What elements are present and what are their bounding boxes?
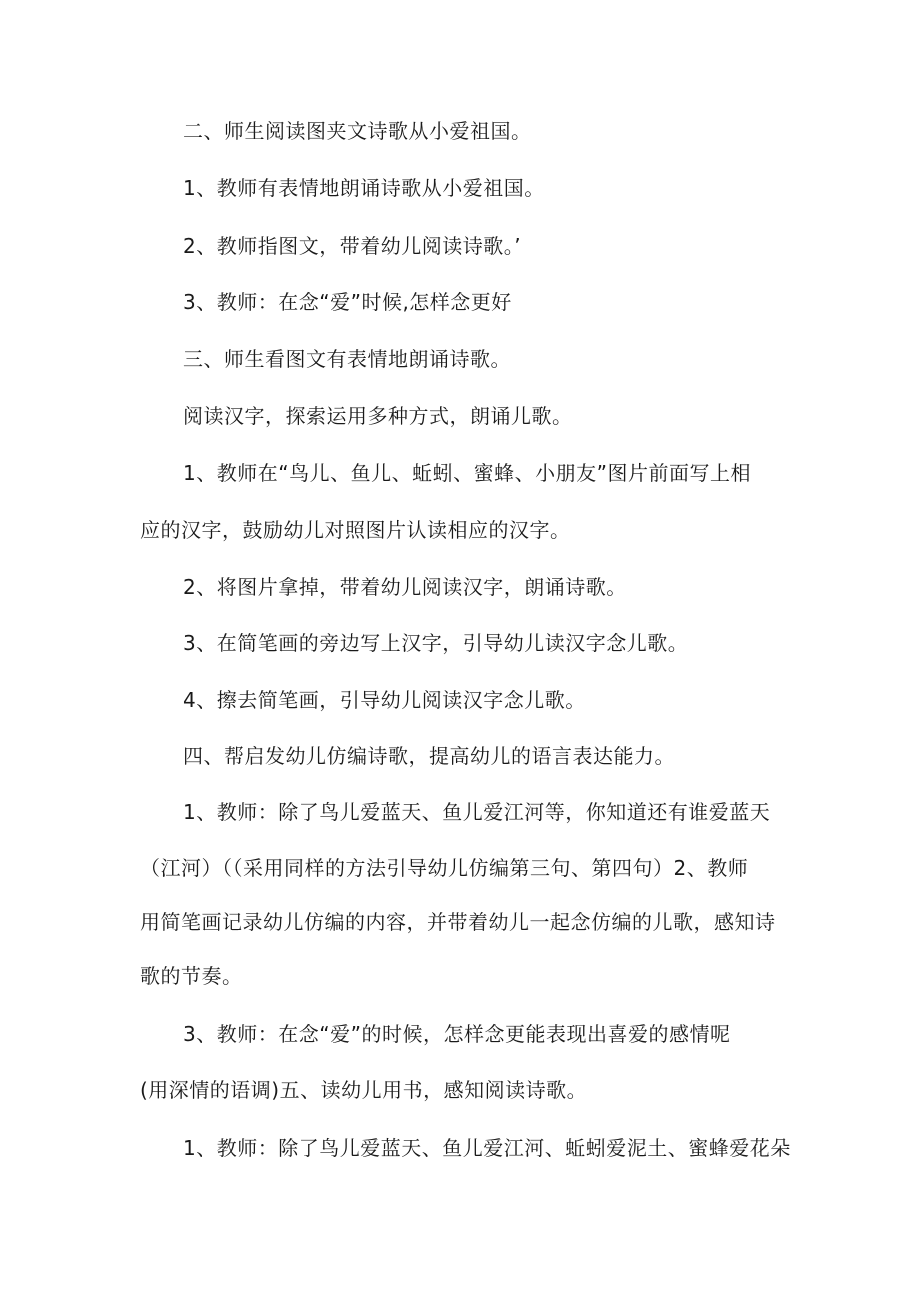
paragraph-line: 歌的节奏。 bbox=[140, 964, 243, 988]
section-heading-4: 四、帮启发幼儿仿编诗歌，提高幼儿的语言表达能力。 bbox=[183, 744, 675, 768]
paragraph-line: 应的汉字，鼓励幼儿对照图片认读相应的汉字。 bbox=[140, 518, 571, 542]
paragraph-line: 2、教师指图文，带着幼儿阅读诗歌。’ bbox=[183, 234, 522, 258]
paragraph-line: 阅读汉字，探索运用多种方式，朗诵儿歌。 bbox=[183, 404, 573, 428]
paragraph-line: 3、教师：在念“爱”时候,怎样念更好 bbox=[183, 290, 512, 314]
paragraph-line: 1、教师在“鸟儿、鱼儿、蚯蚓、蜜蜂、小朋友”图片前面写上相 bbox=[183, 461, 751, 485]
paragraph-line: 3、教师：在念“爱”的时候，怎样念更能表现出喜爱的感情呢 bbox=[183, 1022, 731, 1046]
paragraph-line: 3、在简笔画的旁边写上汉字，引导幼儿读汉字念儿歌。 bbox=[183, 631, 689, 655]
paragraph-line: （江河）（（采用同样的方法引导幼儿仿编第三句、第四句）2、教师 bbox=[140, 856, 749, 880]
section-heading-3: 三、师生看图文有表情地朗诵诗歌。 bbox=[183, 347, 511, 371]
paragraph-line: 1、教师：除了鸟儿爱蓝天、鱼儿爱江河、蚯蚓爱泥土、蜜蜂爱花朵 bbox=[183, 1136, 791, 1160]
paragraph-line: 1、教师有表情地朗诵诗歌从小爱祖国。 bbox=[183, 176, 545, 200]
paragraph-line: 2、将图片拿掉，带着幼儿阅读汉字，朗诵诗歌。 bbox=[183, 575, 627, 599]
paragraph-line: 用简笔画记录幼儿仿编的内容，并带着幼儿一起念仿编的儿歌，感知诗 bbox=[140, 910, 776, 934]
section-heading-2: 二、师生阅读图夹文诗歌从小爱祖国。 bbox=[183, 119, 532, 143]
paragraph-line: 4、擦去简笔画，引导幼儿阅读汉字念儿歌。 bbox=[183, 688, 586, 712]
paragraph-line: (用深情的语调)五、读幼儿用书，感知阅读诗歌。 bbox=[140, 1078, 588, 1102]
paragraph-line: 1、教师：除了鸟儿爱蓝天、鱼儿爱江河等，你知道还有谁爱蓝天 bbox=[183, 800, 771, 824]
